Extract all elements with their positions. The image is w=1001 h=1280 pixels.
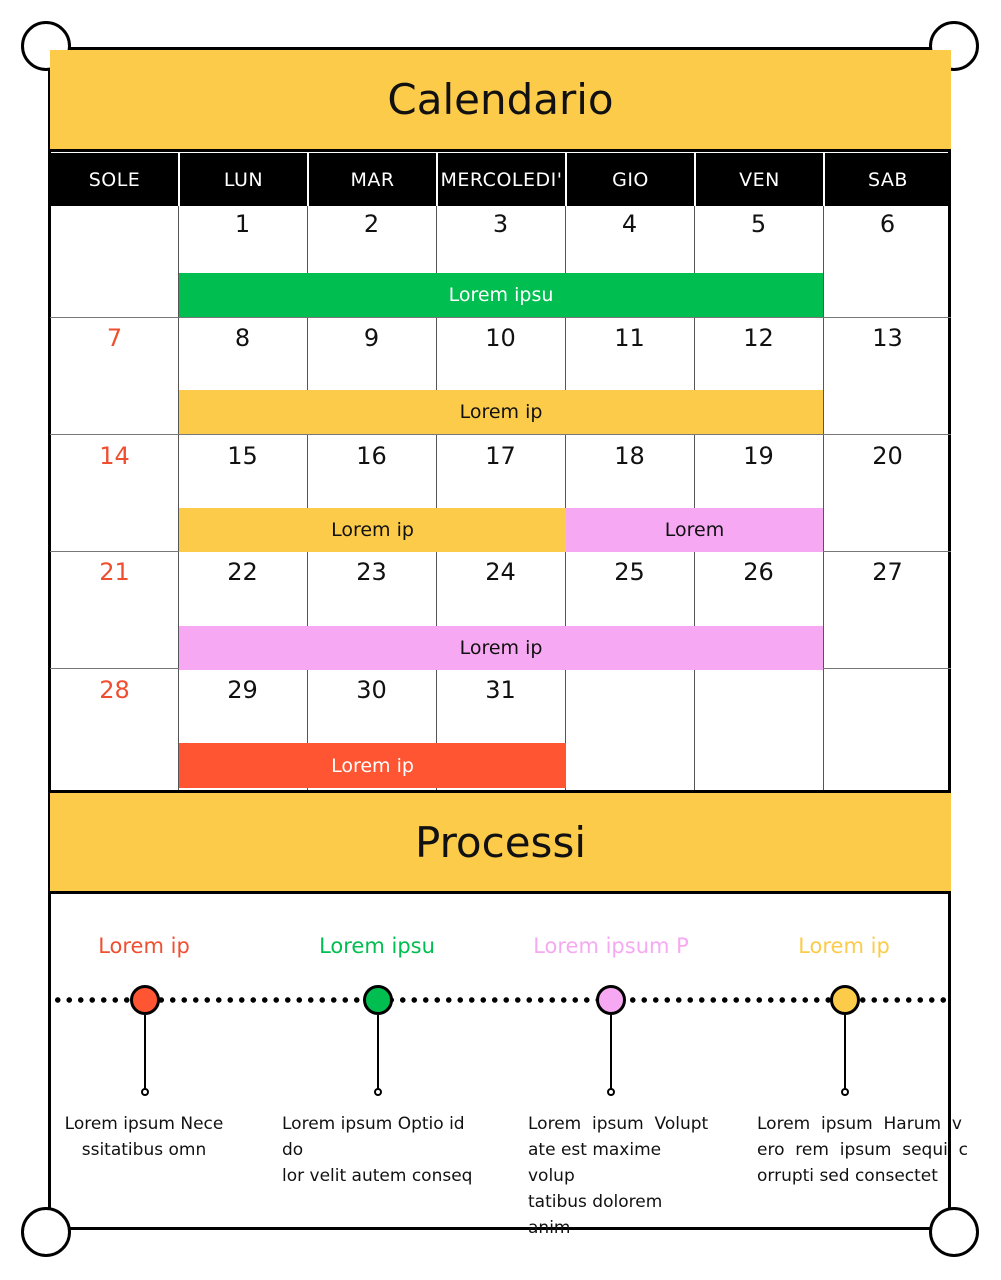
step-connector-end [607, 1088, 615, 1096]
grid-line [50, 317, 951, 318]
day-number: 27 [872, 558, 903, 586]
corner-circle-bottom-right [929, 1207, 979, 1257]
day-label: MAR [350, 168, 395, 191]
step-title: Lorem ipsu [319, 934, 435, 958]
day-number: 26 [743, 558, 774, 586]
event-bar-yellow[interactable] [179, 508, 566, 552]
step-marker [830, 985, 860, 1015]
event-label: Lorem [664, 519, 725, 541]
corner-circle-bottom-left [21, 1207, 71, 1257]
day-number: 4 [621, 210, 638, 238]
step-connector-end [374, 1088, 382, 1096]
calendar-title-banner [50, 50, 951, 152]
day-number-sunday: 28 [99, 676, 130, 704]
day-number: 11 [614, 324, 645, 352]
day-label: SAB [868, 168, 908, 191]
step-marker [130, 985, 160, 1015]
event-label: Lorem ipsu [448, 284, 554, 306]
step-text-line: Lorem ipsum Optio id do [282, 1114, 465, 1160]
day-number: 18 [614, 442, 645, 470]
step-description [757, 1111, 968, 1189]
day-number: 20 [872, 442, 903, 470]
day-label: GIO [612, 168, 649, 191]
day-number: 22 [227, 558, 258, 586]
day-number: 29 [227, 676, 258, 704]
step-marker [363, 985, 393, 1015]
step-text-line: lor velit autem conseq [282, 1166, 473, 1186]
day-number: 31 [485, 676, 516, 704]
day-number: 2 [363, 210, 380, 238]
event-bar-pink[interactable] [566, 508, 823, 552]
process-title-banner [50, 790, 951, 894]
day-number-sunday: 21 [99, 558, 130, 586]
event-label: Lorem ip [459, 401, 543, 423]
step-description [528, 1111, 709, 1241]
day-number: 15 [227, 442, 258, 470]
event-label: Lorem ip [459, 637, 543, 659]
day-number: 1 [234, 210, 251, 238]
step-text-line: ate est maxime volup [528, 1140, 662, 1186]
day-label: LUN [223, 168, 264, 191]
step-connector [844, 1015, 846, 1089]
grid-line [50, 434, 951, 435]
step-marker [596, 985, 626, 1015]
event-label: Lorem ip [331, 519, 414, 541]
day-number: 24 [485, 558, 516, 586]
step-text-line: ssitatibus omn [81, 1140, 207, 1160]
day-number: 3 [492, 210, 509, 238]
step-description [282, 1111, 487, 1189]
day-number: 25 [614, 558, 645, 586]
step-connector [144, 1015, 146, 1089]
step-title: Lorem ip [98, 934, 190, 958]
day-number: 10 [485, 324, 516, 352]
step-text-line: ero rem ipsum sequi c [757, 1140, 968, 1160]
step-text-line: Lorem ipsum Volupt [528, 1114, 709, 1134]
grid-line [823, 206, 824, 790]
day-number: 13 [872, 324, 903, 352]
day-number: 30 [356, 676, 387, 704]
calendar-title: Calendario [387, 75, 614, 124]
day-number: 12 [743, 324, 774, 352]
day-label: VEN [739, 168, 780, 191]
day-number: 17 [485, 442, 516, 470]
day-label: SOLE [88, 168, 141, 191]
step-text-line: orrupti sed consectet [757, 1166, 938, 1186]
day-number: 19 [743, 442, 774, 470]
step-title: Lorem ip [798, 934, 890, 958]
step-text-line: tatibus dolorem anim [528, 1192, 663, 1238]
day-number: 16 [356, 442, 387, 470]
event-bar-green[interactable] [179, 273, 823, 317]
day-number: 8 [234, 324, 251, 352]
day-number: 6 [879, 210, 896, 238]
day-number: 23 [356, 558, 387, 586]
day-header-sat [823, 153, 951, 206]
event-bar-yellow[interactable] [179, 390, 823, 434]
day-number-sunday: 14 [99, 442, 130, 470]
day-header-thu [565, 153, 694, 206]
step-text-line: Lorem ipsum Harum v [757, 1114, 962, 1134]
step-title: Lorem ipsum P [533, 934, 689, 958]
day-header-mon [178, 153, 307, 206]
day-header-fri [694, 153, 823, 206]
day-header-tue [307, 153, 436, 206]
event-label: Lorem ip [331, 754, 414, 777]
step-connector-end [841, 1088, 849, 1096]
step-connector [610, 1015, 612, 1089]
step-description [44, 1111, 244, 1163]
process-title: Processi [415, 817, 586, 867]
step-connector [377, 1015, 379, 1089]
day-label: MERCOLEDI' [440, 168, 563, 191]
day-number: 9 [363, 324, 380, 352]
day-number: 5 [750, 210, 767, 238]
day-header-wed [436, 153, 565, 206]
dotted-timeline [52, 997, 950, 1003]
event-bar-red[interactable] [179, 743, 566, 788]
day-header-sun [50, 153, 179, 206]
day-number-sunday: 7 [106, 324, 123, 352]
step-connector-end [141, 1088, 149, 1096]
event-bar-pink[interactable] [179, 626, 823, 670]
step-text-line: Lorem ipsum Nece [64, 1114, 224, 1134]
